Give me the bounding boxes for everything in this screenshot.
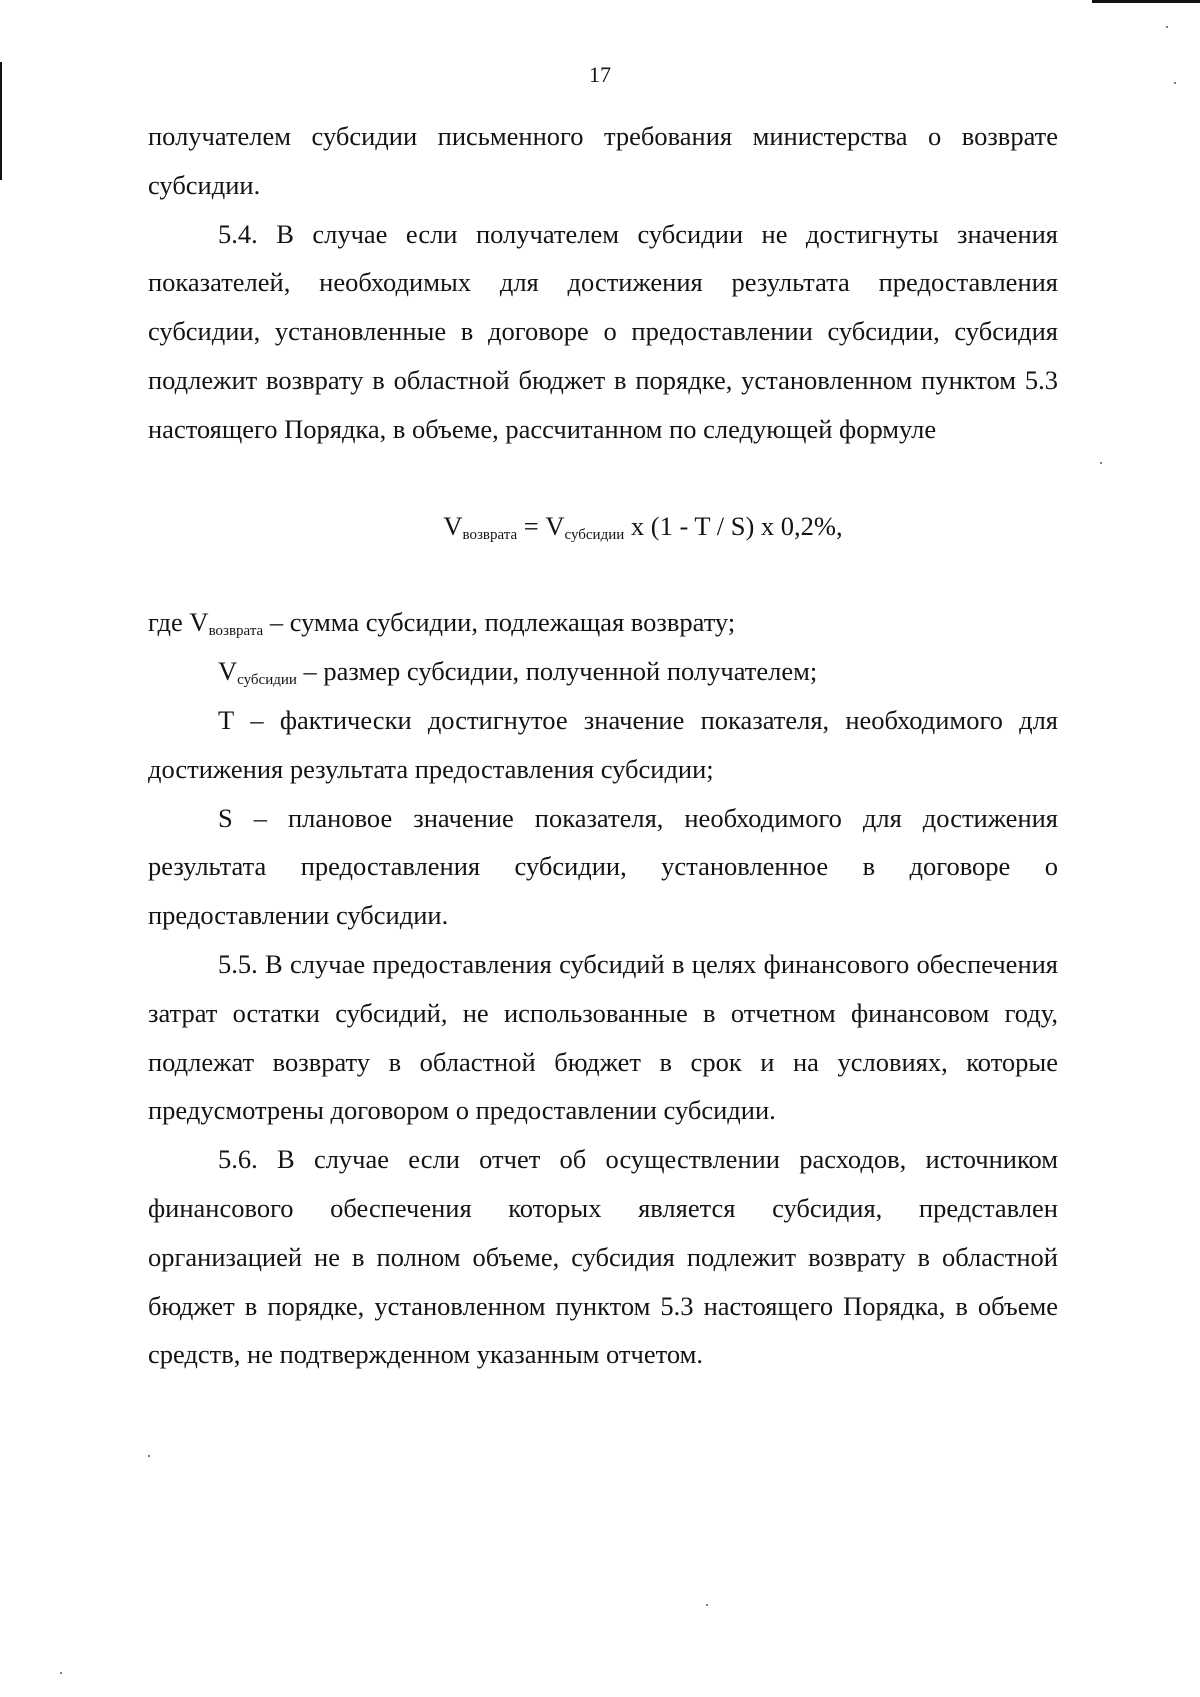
definition-s: S – плановое значение показателя, необходимого для достижения результата предоставления субсидии, установленное в договоре о предоставлении субсидии. xyxy=(148,802,1058,931)
formula-v-symbol: V xyxy=(545,510,565,541)
scan-speck xyxy=(1166,26,1168,28)
definition-v-subsidy xyxy=(148,647,1058,696)
formula-subscript-subsidy: субсидии xyxy=(564,526,625,543)
definition-t: Т – фактически достигнутое значение показателя, необходимого для достижения результата предоставления субсидии; xyxy=(148,704,1058,784)
definition-v-return xyxy=(148,598,1058,647)
definition-text: – размер субсидии, полученной получателем; xyxy=(296,656,818,687)
document-body xyxy=(148,112,1058,1379)
scan-edge-line-top xyxy=(1092,0,1200,3)
scan-speck xyxy=(148,1455,150,1457)
page-number: 17 xyxy=(589,62,611,87)
formula xyxy=(148,502,1058,551)
paragraph-5-4: 5.4. В случае если получателем субсидии не достигнуты значения показателей, необходимых для достижения результата предоставления субсидии, установленные в договоре о предоставлении субсидии, субсидия подлежит возврату в областной бюджет в порядке, установленном пунктом 5.3 настоящего Порядка, в объеме, рассчитанном по следующей формуле xyxy=(148,218,1058,444)
scan-speck xyxy=(60,1672,62,1674)
formula-equals: = xyxy=(517,510,546,541)
definition-subscript: субсидии xyxy=(237,672,297,689)
scan-speck xyxy=(1100,462,1102,464)
formula-expression: x (1 - T / S) x 0,2%, xyxy=(624,510,843,541)
formula-subscript-return: возврата xyxy=(462,526,518,543)
definition-text: – сумма субсидии, подлежащая возврату; xyxy=(263,607,736,638)
definition-prefix: V xyxy=(218,656,238,687)
paragraph-continuation: получателем субсидии письменного требования министерства о возврате субсидии. xyxy=(148,121,1058,200)
paragraph-5-5: 5.5. В случае предоставления субсидий в целях финансового обеспечения затрат остатки субсидий, не использованные в отчетном финансовом году, подлежат возврату в областной бюджет в срок и на условиях, которые предусмотрены договором о предоставлении субсидии. xyxy=(148,948,1058,1126)
paragraph-5-6: 5.6. В случае если отчет об осуществлении расходов, источником финансового обеспечения которых является субсидия, представлен организацией не в полном объеме, субсидия подлежит возврату в областной бюджет в порядке, установленном пунктом 5.3 настоящего Порядка, в объеме средств, не подтвержденном указанным отчетом. xyxy=(148,1144,1058,1370)
definition-prefix: где V xyxy=(148,607,209,638)
formula-v-symbol: V xyxy=(443,510,463,541)
definition-subscript: возврата xyxy=(208,623,264,640)
scan-speck xyxy=(706,1604,708,1606)
